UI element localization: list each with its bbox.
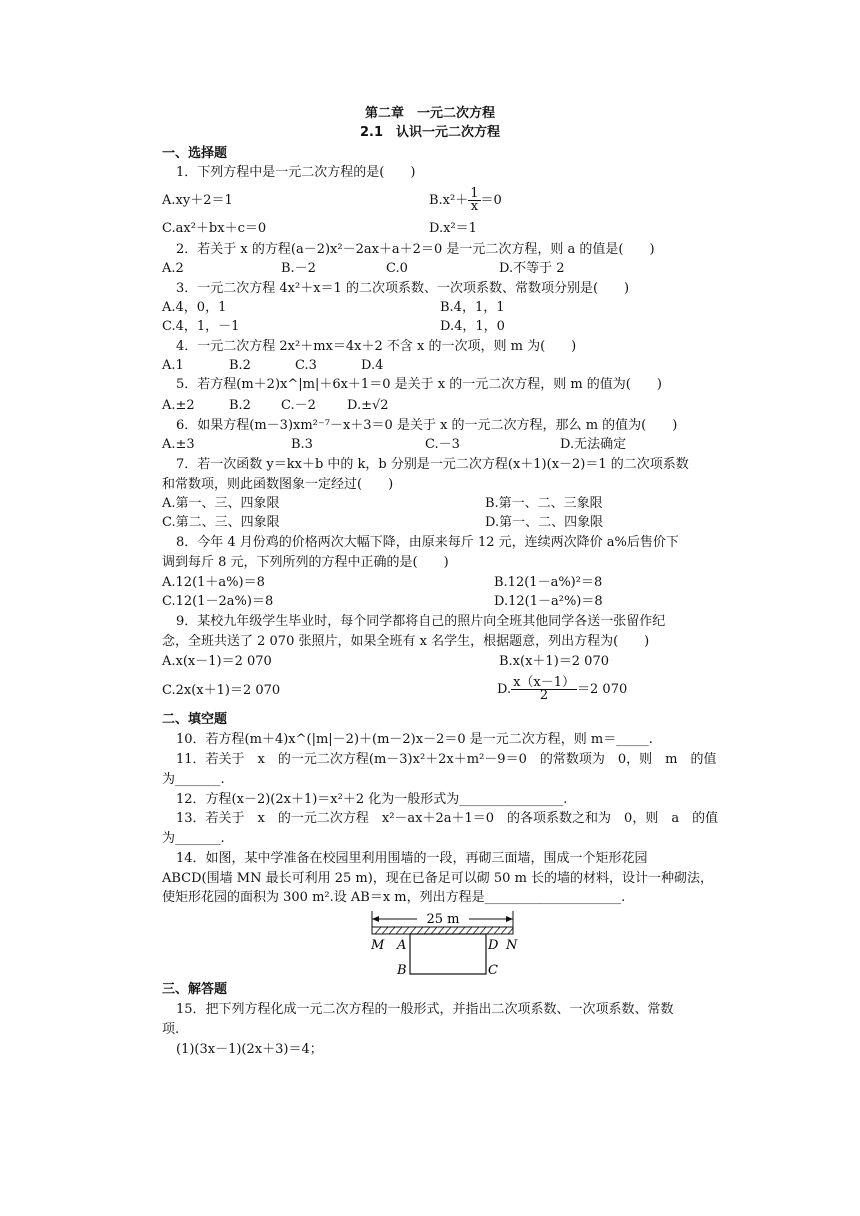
q14-stem-line2: ABCD(围墙 MN 最长可利用 25 m)，现在已备足可以砌 50 m 长的墙的材料，设计一种砌法， bbox=[162, 871, 714, 886]
q13-stem-line1: 13．若关于 x 的一元二次方程 x²－ax＋2a＋1＝0 的各项系数之和为 0，则 a 的值 bbox=[176, 811, 719, 826]
section-answer-heading: 三、解答题 bbox=[162, 982, 228, 997]
q9-option-c: C.2x(x＋1)＝2 070 bbox=[162, 683, 281, 698]
q5-stem: 5．若方程(m＋2)x^|m|＋6x＋1＝0 是关于 x 的一元二次方程，则 m 的值为( ) bbox=[176, 377, 662, 392]
q4-option-a: A.1 bbox=[162, 358, 184, 373]
q1-option-a: A.xy＋2＝1 bbox=[162, 193, 233, 208]
q7-stem-line1: 7．若一次函数 y＝kx＋b 中的 k，b 分别是一元二次方程(x＋1)(x－2)＝1 的二次项系数 bbox=[176, 457, 689, 472]
section-choice-heading: 一、选择题 bbox=[162, 146, 228, 161]
q13-stem-line2: 为_______. bbox=[162, 831, 225, 846]
q1-option-c: C.ax²＋bx＋c＝0 bbox=[162, 221, 267, 236]
q5-option-d: D.±√2 bbox=[347, 398, 389, 413]
q1-option-b bbox=[429, 186, 502, 216]
chapter-title: 第二章 一元二次方程 bbox=[364, 106, 495, 121]
q9-option-d bbox=[497, 673, 627, 707]
q10-stem: 10．若方程(m＋4)x^(|m|－2)＋(m－2)x－2＝0 是一元二次方程，则 m＝_____. bbox=[176, 732, 653, 747]
q1-option-d: D.x²＝1 bbox=[429, 221, 477, 236]
label-a: A bbox=[397, 938, 407, 953]
dimension-arrow-right bbox=[506, 916, 513, 922]
q2-stem: 2．若关于 x 的方程(a－2)x²－2ax＋a＋2＝0 是一元二次方程，则 a 的值是( ) bbox=[176, 242, 655, 257]
q8-stem-line2: 调到每斤 8 元，下列所列的方程中正确的是( ) bbox=[162, 555, 449, 570]
label-d: D bbox=[488, 938, 499, 953]
q4-option-c: C.3 bbox=[295, 358, 317, 373]
q1-option-b-fraction bbox=[468, 188, 480, 213]
q5-option-b: B.2 bbox=[229, 398, 251, 413]
q6-option-d: D.无法确定 bbox=[560, 437, 627, 452]
q6-stem: 6．如果方程(m－3)xm²⁻⁷－x＋3＝0 是关于 x 的一元二次方程，那么 m 的值为( ) bbox=[176, 418, 678, 433]
q2-option-c: C.0 bbox=[386, 261, 408, 276]
q9-option-a: A.x(x－1)＝2 070 bbox=[162, 654, 272, 669]
q15-stem-line2: 项. bbox=[162, 1022, 180, 1037]
label-n: N bbox=[506, 938, 518, 953]
q7-option-a: A.第一、三、四象限 bbox=[162, 496, 280, 511]
q11-stem-line1: 11．若关于 x 的一元二次方程(m－3)x²＋2x＋m²－9＝0 的常数项为 0，则 m 的值 bbox=[176, 752, 717, 767]
q6-option-b: B.3 bbox=[291, 437, 313, 452]
q7-option-c: C.第二、三、四象限 bbox=[162, 515, 280, 530]
q2-option-b: B.－2 bbox=[281, 261, 316, 276]
q3-stem: 3．一元二次方程 4x²＋x＝1 的二次项系数、一次项系数、常数项分别是( ) bbox=[176, 281, 630, 296]
garden-rectangle-abcd bbox=[410, 934, 486, 974]
q15-part1: (1)(3x－1)(2x＋3)＝4； bbox=[176, 1042, 323, 1057]
q8-option-d: D.12(1－a²%)＝8 bbox=[494, 594, 603, 609]
q3-option-a: A.4，0，1 bbox=[162, 300, 227, 315]
q3-option-b: B.4，1，1 bbox=[440, 300, 505, 315]
q5-option-a: A.±2 bbox=[162, 398, 195, 413]
q9-option-d-fraction bbox=[511, 677, 577, 702]
q14-stem-line3: 使矩形花园的面积为 300 m².设 AB＝x m，列出方程是_____________________. bbox=[162, 890, 626, 905]
q14-stem-line1: 14．如图，某中学准备在校园里利用围墙的一段，再砌三面墙，围成一个矩形花园 bbox=[176, 851, 648, 866]
q2-option-d: D.不等于 2 bbox=[499, 261, 565, 276]
q7-option-d: D.第一、二、四象限 bbox=[485, 515, 604, 530]
q3-option-c: C.4，1，－1 bbox=[162, 319, 240, 334]
q9-option-b: B.x(x＋1)＝2 070 bbox=[499, 654, 609, 669]
q12-stem: 12．方程(x－2)(2x＋1)＝x²＋2 化为一般形式为________________. bbox=[176, 792, 568, 807]
q1-option-b-prefix: B.x²＋ bbox=[429, 193, 469, 208]
q6-option-c: C.－3 bbox=[425, 437, 460, 452]
q9-stem-line1: 9．某校九年级学生毕业时，每个同学都将自己的照片向全班其他同学各送一张留作纪 bbox=[176, 614, 666, 629]
q4-stem: 4．一元二次方程 2x²＋mx＝4x＋2 不含 x 的一次项，则 m 为( ) bbox=[176, 339, 577, 354]
q1-option-b-suffix: ＝0 bbox=[480, 193, 502, 208]
label-m: M bbox=[371, 938, 385, 953]
q1-option-b-numerator: 1 bbox=[470, 186, 479, 201]
q8-option-c: C.12(1－2a%)＝8 bbox=[162, 594, 274, 609]
label-b: B bbox=[397, 963, 407, 978]
q8-stem-line1: 8．今年 4 月份鸡的价格两次大幅下降，由原来每斤 12 元，连续两次降价 a%后售价下 bbox=[176, 535, 679, 550]
q11-stem-line2: 为_______. bbox=[162, 772, 225, 787]
q8-option-a: A.12(1＋a%)＝8 bbox=[162, 575, 265, 590]
q7-option-b: B.第一、二、三象限 bbox=[485, 496, 603, 511]
q8-option-b: B.12(1－a%)²＝8 bbox=[494, 575, 603, 590]
q1-option-b-denominator: x bbox=[470, 199, 479, 214]
wall-length-label: 25 m bbox=[426, 912, 460, 927]
q3-option-d: D.4，1，0 bbox=[440, 319, 505, 334]
q9-option-d-numerator: x（x－1） bbox=[513, 675, 576, 690]
q9-option-d-suffix: ＝2 070 bbox=[577, 682, 628, 697]
section-blank-heading: 二、填空题 bbox=[162, 712, 228, 727]
q9-stem-line2: 念，全班共送了 2 070 张照片，如果全班有 x 名学生，根据题意，列出方程为( ) bbox=[162, 634, 650, 649]
section-title: 2.1 认识一元二次方程 bbox=[359, 125, 501, 140]
q9-option-d-prefix: D. bbox=[497, 682, 512, 697]
q14-figure bbox=[365, 905, 525, 980]
q15-stem-line1: 15．把下列方程化成一元二次方程的一般形式，并指出二次项系数、一次项系数、常数 bbox=[176, 1002, 674, 1017]
q2-option-a: A.2 bbox=[162, 261, 184, 276]
q7-stem-line2: 和常数项，则此函数图象一定经过( ) bbox=[162, 477, 394, 492]
label-c: C bbox=[488, 963, 498, 978]
q6-option-a: A.±3 bbox=[162, 437, 195, 452]
q4-option-b: B.2 bbox=[229, 358, 251, 373]
q5-option-c: C.－2 bbox=[281, 398, 316, 413]
q4-option-d: D.4 bbox=[361, 358, 384, 373]
q9-option-d-denominator: 2 bbox=[539, 688, 549, 703]
q1-stem: 1．下列方程中是一元二次方程的是( ) bbox=[176, 165, 416, 180]
dimension-arrow-left bbox=[372, 916, 379, 922]
